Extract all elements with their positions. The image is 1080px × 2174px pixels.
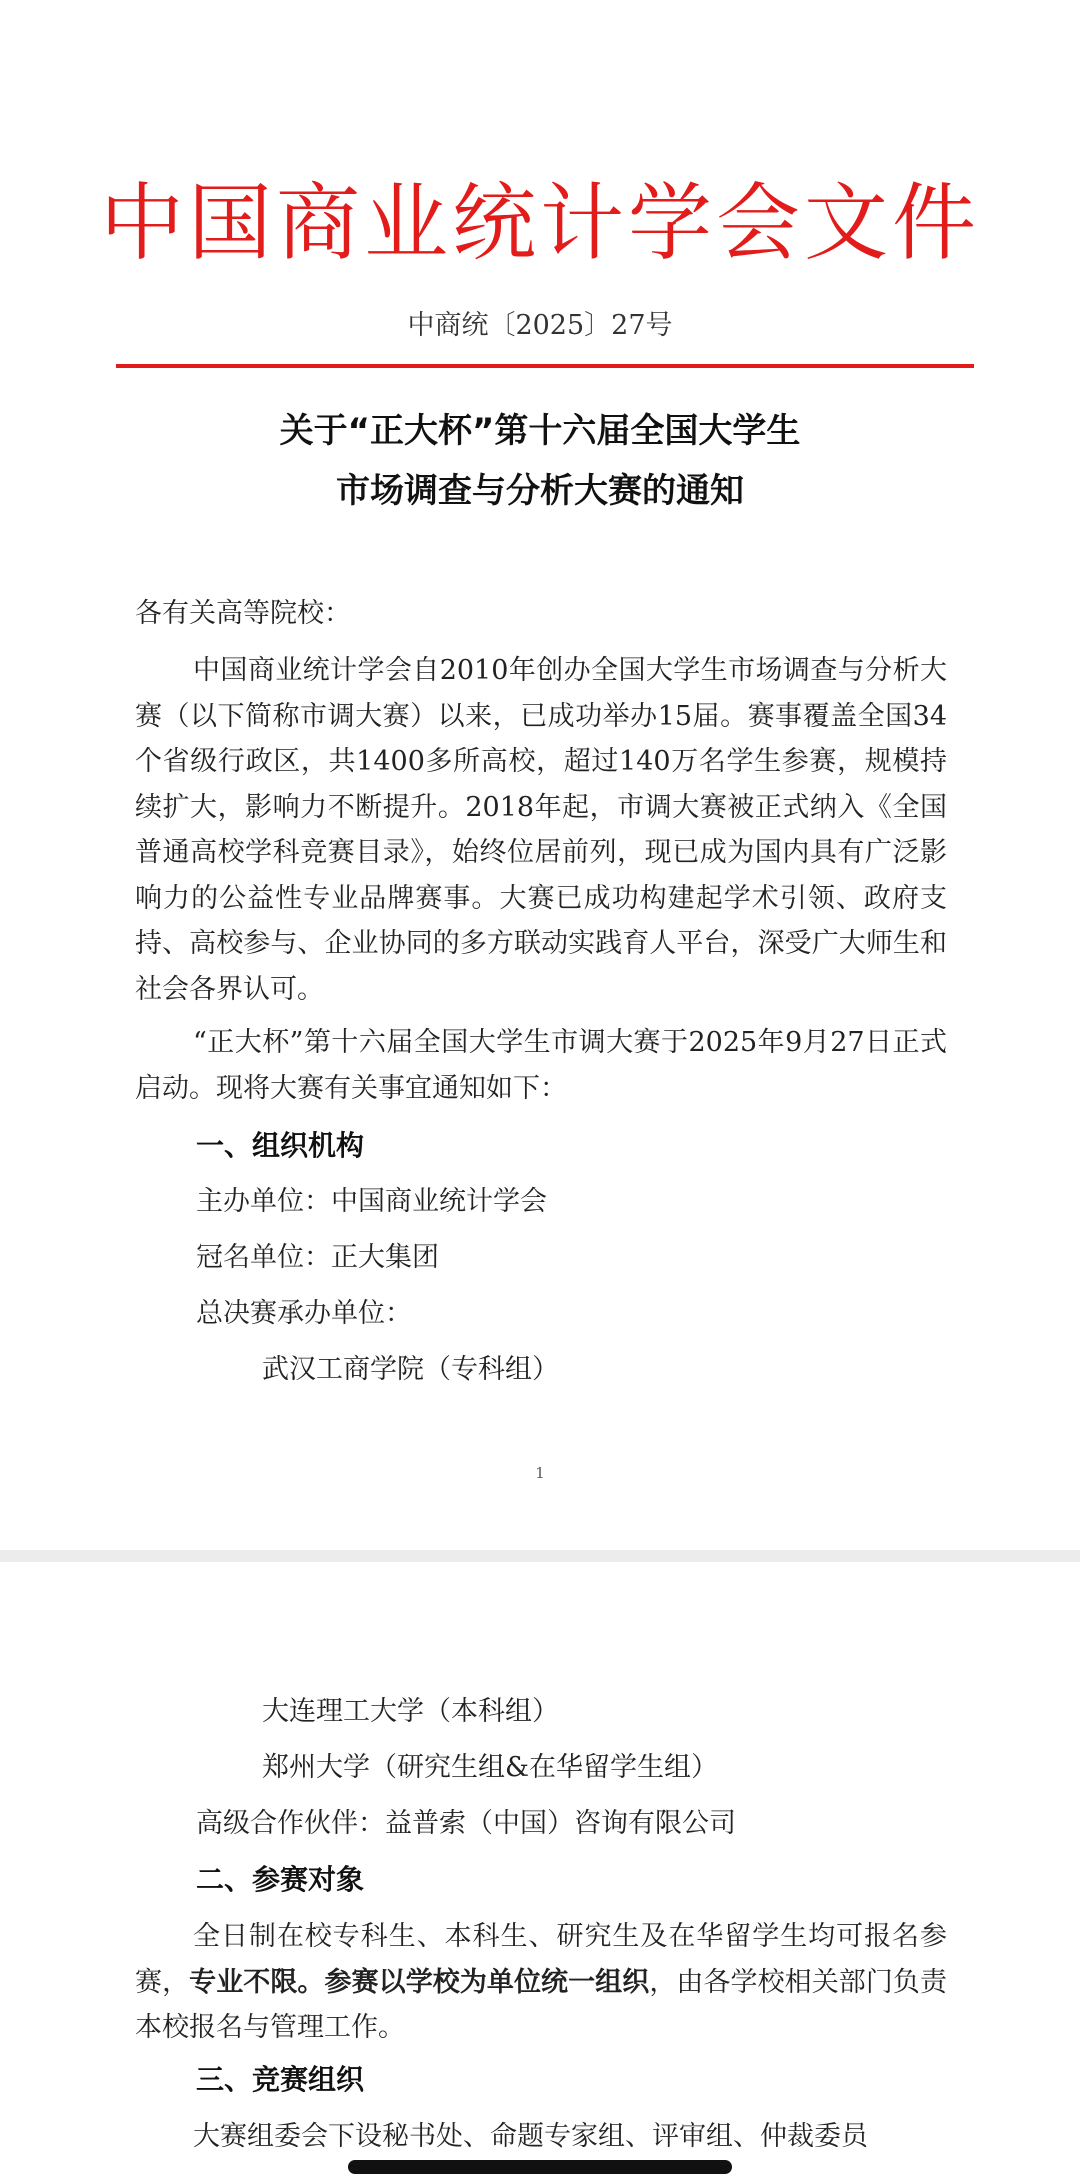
notice-title-line-1: 关于“正大杯”第十六届全国大学生 <box>279 411 801 451</box>
final-host-label: 总决赛承办单位： <box>196 1298 412 1329</box>
red-divider-rule <box>116 364 974 368</box>
participants-paragraph <box>135 1914 947 2051</box>
competition-paragraph: 大赛组委会下设秘书处、命题专家组、评审组、仲裁委员 <box>193 2121 868 2152</box>
participants-text-end: ，由各学校相关部门负责本校报名与管理工作。 <box>135 1966 948 2043</box>
final-host-item: 郑州大学（研究生组&在华留学生组） <box>262 1752 719 1783</box>
document-number: 中商统〔2025〕27号 <box>407 310 673 341</box>
launch-paragraph: “正大杯”第十六届全国大学生市调大赛于2025年9月27日正式启动。现将大赛有关事宜通知如下： <box>135 1027 947 1104</box>
home-indicator[interactable] <box>348 2160 732 2174</box>
document-header-title: 中国商业统计学会文件 <box>99 174 980 272</box>
participants-text: 全日制在校专科生、本科生、研究生及在华留学生均可报名参赛， <box>135 1921 947 1998</box>
final-host-item: 武汉工商学院（专科组） <box>262 1354 559 1385</box>
partner-line: 高级合作伙伴：益普索（中国）咨询有限公司 <box>196 1808 736 1839</box>
title-sponsor-line: 冠名单位：正大集团 <box>196 1242 439 1273</box>
salutation: 各有关高等院校： <box>135 598 351 629</box>
section-heading-participants: 二、参赛对象 <box>196 1863 365 1896</box>
section-heading-competition: 三、竞赛组织 <box>196 2063 365 2096</box>
intro-paragraph: 中国商业统计学会自2010年创办全国大学生市场调查与分析大赛（以下简称市调大赛）以来，已成功举办15届。赛事覆盖全国34个省级行政区，共1400多所高校，超过140万名学生参赛，规模持续扩大，影响力不断提升。2018年起，市调大赛被正式纳入《全国普通高校学科竞赛目录》，始终位居前列，现已成为国内具有广泛影响力的公益性专业品牌赛事。大赛已成功构建起学术引领、政府支持、高校参与、企业协同的多方联动实践育人平台，深受广大师生和社会各界认可。 <box>135 655 947 1005</box>
page-number: 1 <box>535 1464 545 1482</box>
document-page-2 <box>0 1562 1080 2170</box>
section-heading-organization: 一、组织机构 <box>196 1129 365 1162</box>
notice-title-line-2: 市场调查与分析大赛的通知 <box>336 471 744 511</box>
final-host-item: 大连理工大学（本科组） <box>262 1696 559 1727</box>
participants-emphasis: 专业不限。参赛以学校为单位统一组织 <box>189 1966 650 1998</box>
organizer-line: 主办单位：中国商业统计学会 <box>196 1186 547 1217</box>
page-separator <box>0 1550 1080 1562</box>
